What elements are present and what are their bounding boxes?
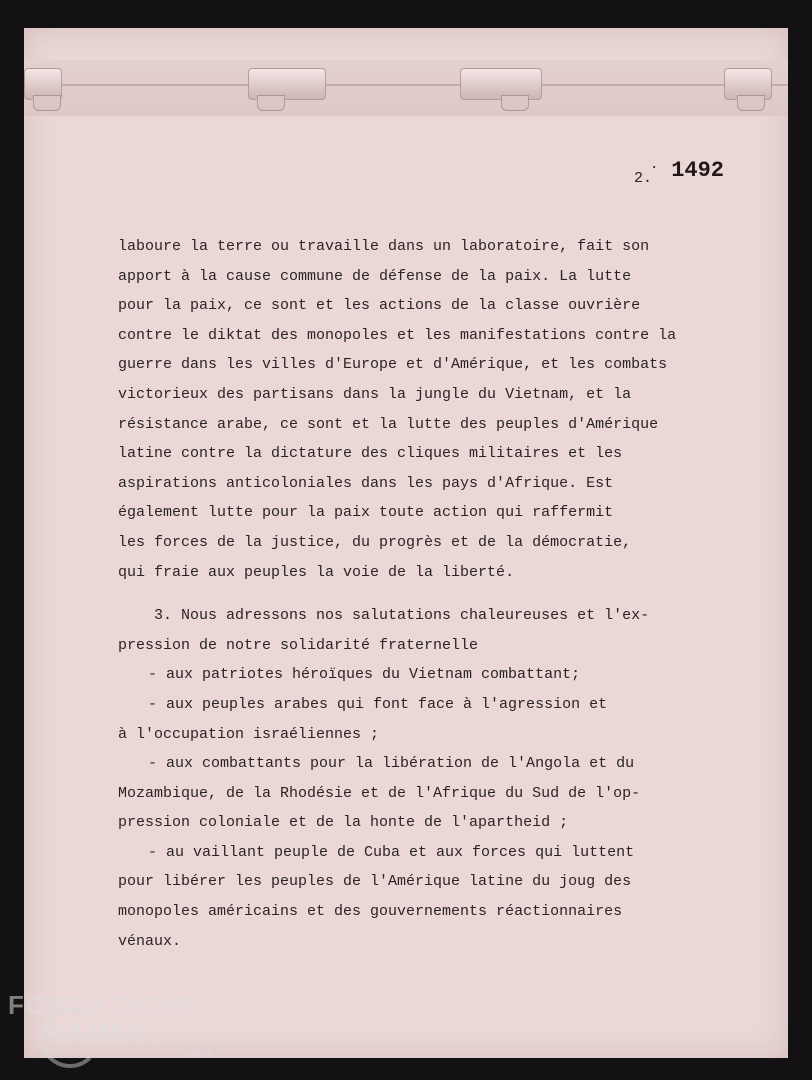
watermark-logo bbox=[8, 990, 213, 1059]
body-line: résistance arabe, ce sont et la lutte des peuples d'Amérique bbox=[118, 415, 659, 433]
binder-clip bbox=[248, 68, 326, 100]
body-line: vénaux. bbox=[118, 932, 182, 950]
body-line: pour libérer les peuples de l'Amérique latine du joug des bbox=[118, 873, 632, 891]
watermark-line1: FONDAZIONE bbox=[8, 990, 200, 1020]
body-line: également lutte pour la paix toute action qui raffermit bbox=[118, 504, 614, 522]
watermark-line2: RAMSCI bbox=[44, 1017, 159, 1047]
binder-clip bbox=[460, 68, 542, 100]
body-line: victorieux des partisans dans la jungle du Vietnam, et la bbox=[118, 385, 632, 403]
watermark-g-icon bbox=[40, 1008, 100, 1068]
document-body bbox=[118, 232, 718, 956]
body-line: aspirations anticoloniales dans les pays d'Afrique. Est bbox=[118, 474, 614, 492]
page-number-dot: · bbox=[649, 160, 659, 176]
list-item: - aux peuples arabes qui font face à l'agression et bbox=[148, 695, 608, 713]
body-line: laboure la terre ou travaille dans un laboratoire, fait son bbox=[118, 238, 650, 255]
list-item: - aux patriotes héroïques du Vietnam combattant; bbox=[148, 666, 581, 684]
body-line: monopoles américains et des gouvernements réactionnaires bbox=[118, 903, 623, 921]
body-line: contre le diktat des monopoles et les manifestations contre la bbox=[118, 326, 677, 344]
document-number: 1492 bbox=[671, 158, 724, 183]
body-line: pression coloniale et de la honte de l'apartheid ; bbox=[118, 814, 569, 832]
list-item: - au vaillant peuple de Cuba et aux forces qui luttent bbox=[148, 843, 635, 861]
binder-clip bbox=[24, 68, 62, 100]
binding-line bbox=[24, 84, 788, 86]
body-line: 3. Nous adressons nos salutations chaleureuses et l'ex- bbox=[154, 607, 650, 625]
watermark-line3: onlus bbox=[186, 1048, 213, 1059]
body-line: les forces de la justice, du progrès et de la démocratie, bbox=[118, 533, 632, 551]
binding-strip bbox=[24, 60, 788, 116]
body-line: Mozambique, de la Rhodésie et de l'Afrique du Sud de l'op- bbox=[118, 784, 641, 802]
binder-clip bbox=[724, 68, 772, 100]
page-number bbox=[633, 160, 659, 187]
body-line: guerre dans les villes d'Europe et d'Amérique, et les combats bbox=[118, 356, 668, 374]
page-number-text: 2. bbox=[633, 170, 652, 187]
list-item: - aux combattants pour la libération de l'Angola et du bbox=[148, 755, 635, 773]
body-line: latine contre la dictature des cliques militaires et les bbox=[118, 445, 623, 463]
body-line: apport à la cause commune de défense de la paix. La lutte bbox=[118, 267, 632, 285]
body-line: pour la paix, ce sont et les actions de la classe ouvrière bbox=[118, 297, 641, 315]
body-line: pression de notre solidarité fraternelle bbox=[118, 636, 479, 654]
body-line: qui fraie aux peuples la voie de la liberté. bbox=[118, 563, 515, 581]
body-line: à l'occupation israéliennes ; bbox=[118, 725, 380, 743]
